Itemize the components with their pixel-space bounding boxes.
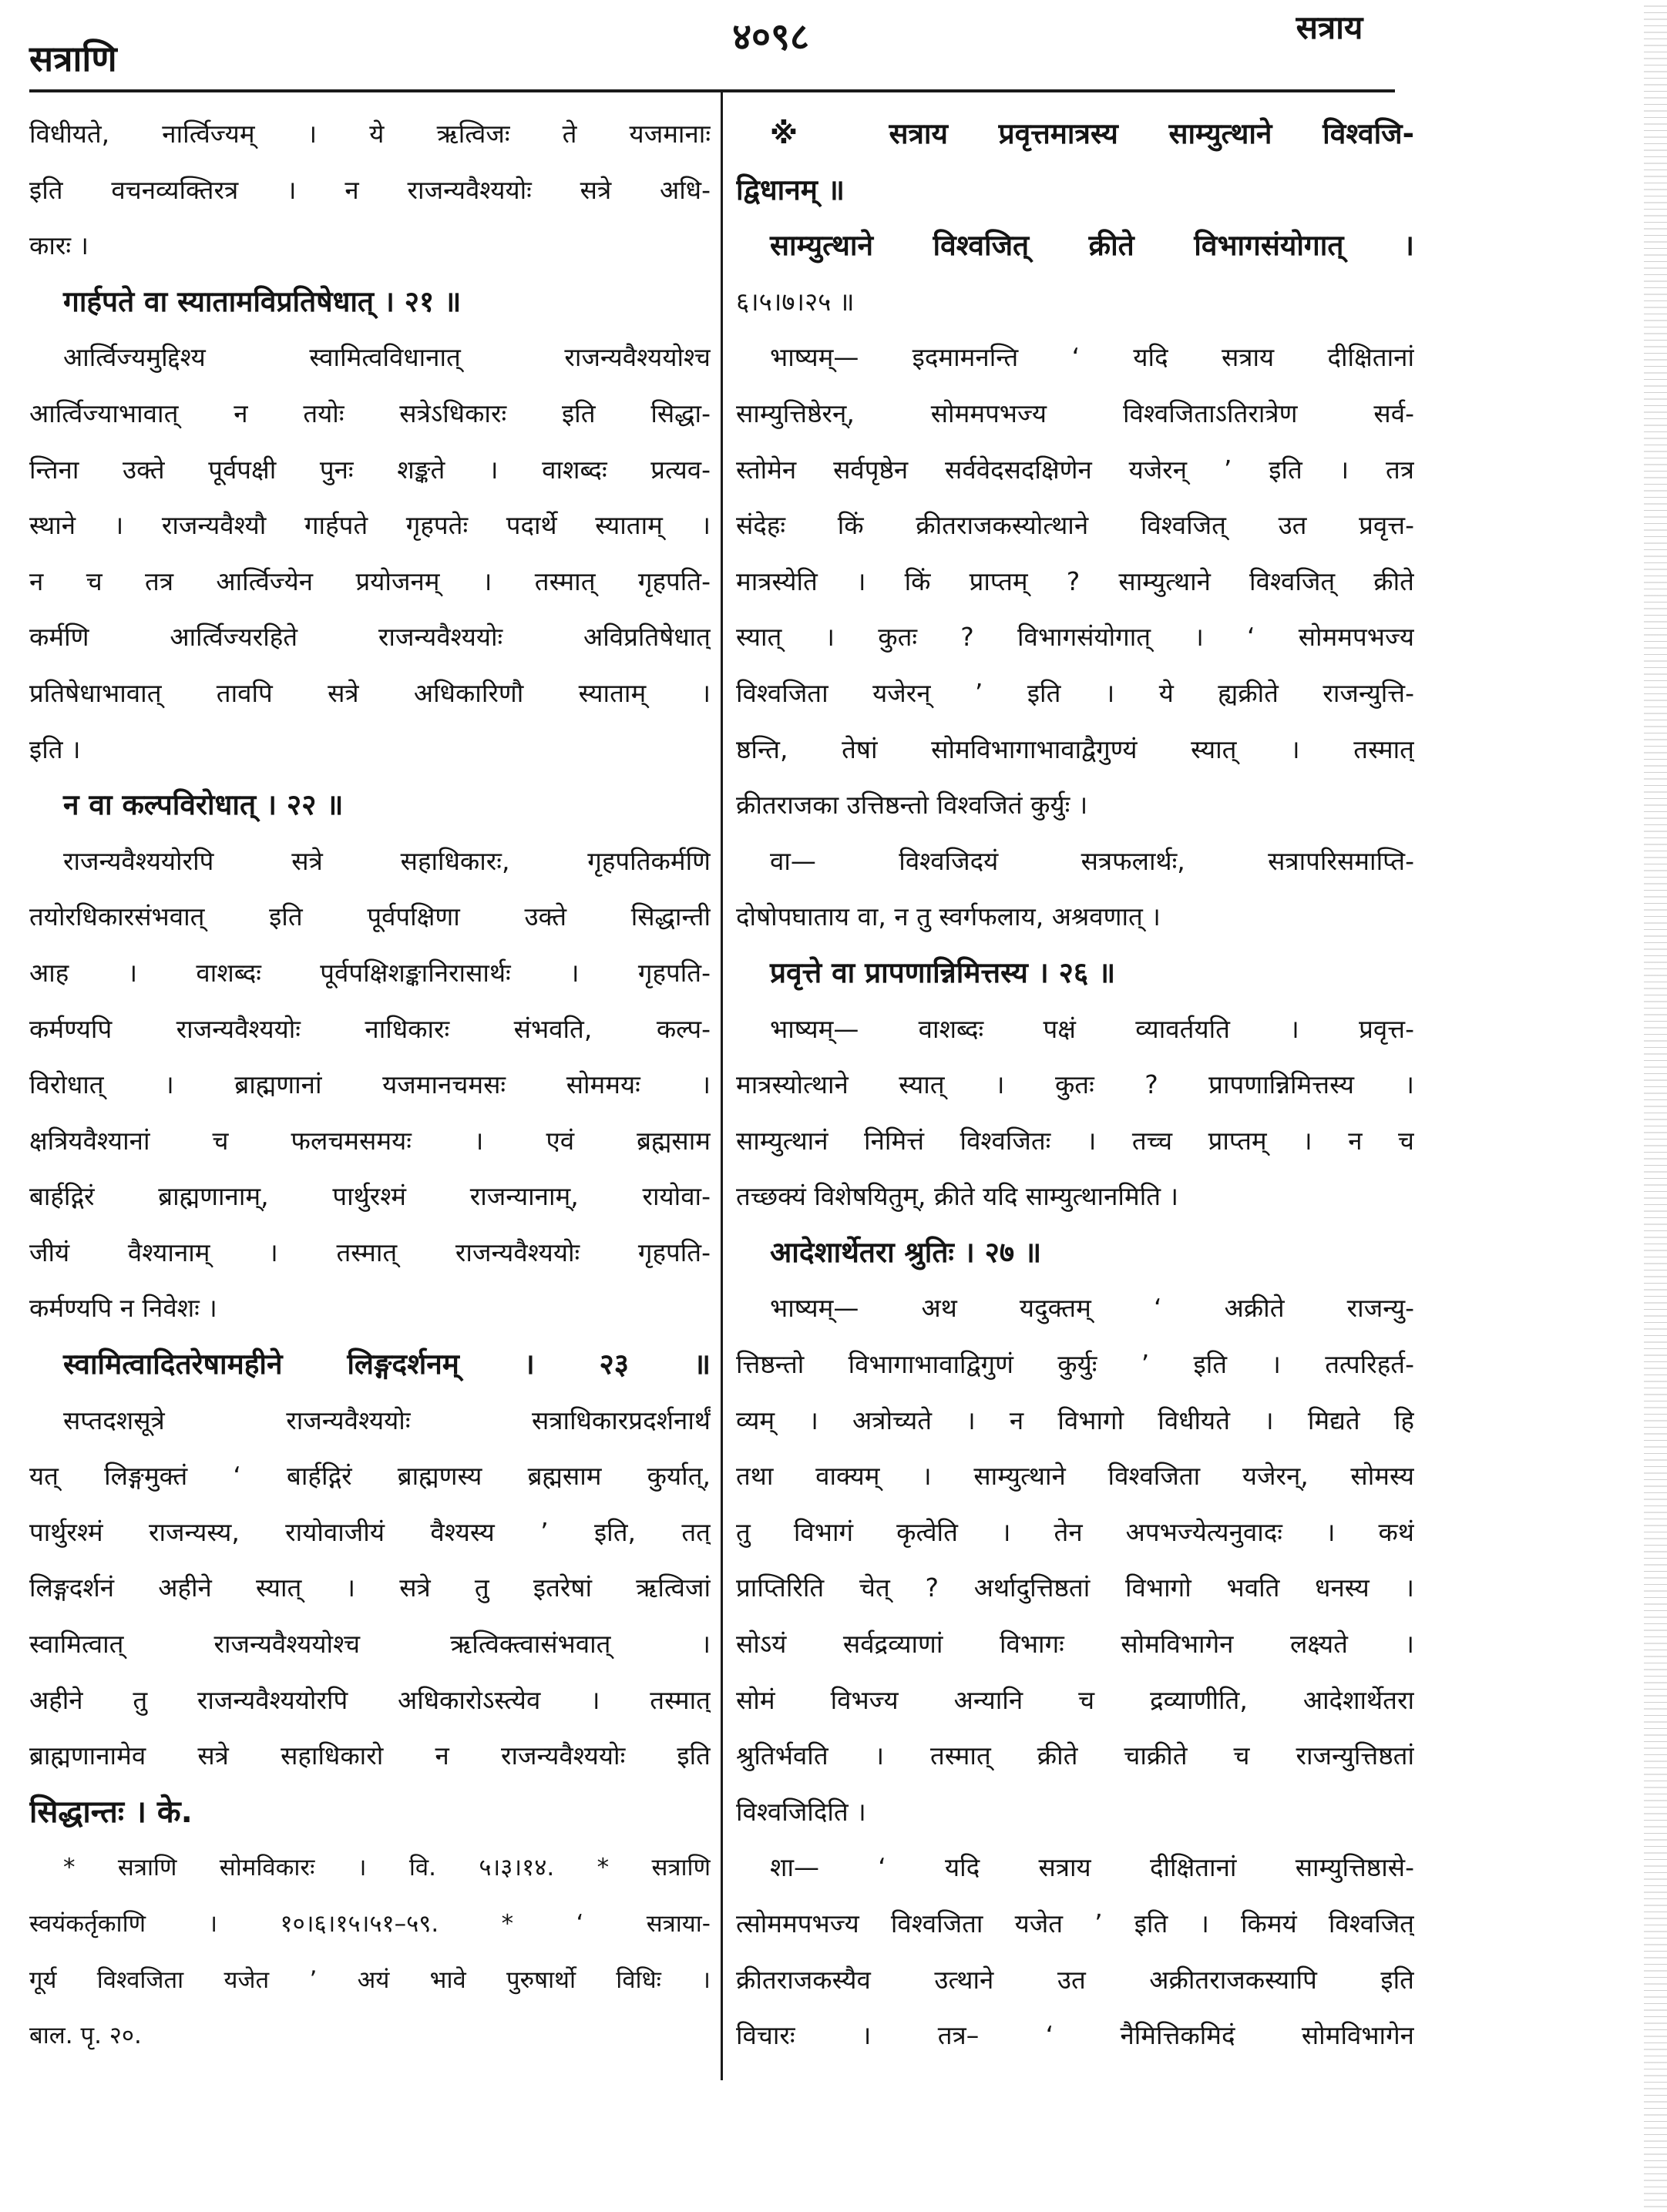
text-line: न च तत्र आर्त्विज्येन प्रयोजनम् । तस्मात् गृहपति- — [29, 566, 711, 596]
text-line: त्तिष्ठन्तो विभागाभावाद्विगुणं कुर्युः ’ इति । तत्परिहर्त- — [736, 1349, 1414, 1380]
text-line: कारः । — [29, 230, 89, 261]
text-line: आह । वाशब्दः पूर्वपक्षिशङ्कानिरासार्थः । गृहपति- — [29, 957, 711, 988]
right-column — [736, 106, 1414, 2064]
footnote-line: बाल. पृ. २०. — [29, 2022, 142, 2050]
page-number: ४०९८ — [732, 15, 809, 59]
text-line: विरोधात् । ब्राह्मणानां यजमानचमसः सोममयः । — [29, 1069, 711, 1100]
text-line: मात्रस्योत्थाने स्यात् । कुतः ? प्रापणान्निमित्तस्य । — [736, 1069, 1414, 1100]
footnote-line: गूर्य विश्वजिता यजेत ’ अयं भावे पुरुषार्थो विधिः । — [29, 1965, 711, 1994]
sutra-heading: गार्हपते वा स्यातामविप्रतिषेधात् । २१ ॥ — [63, 284, 462, 318]
text-line: क्षत्रियवैश्यानां च फलचमसमयः । एवं ब्रह्मसाम — [29, 1125, 711, 1156]
text-line: विधीयते, नार्त्विज्यम् । ये ऋत्विजः ते यजमानाः — [29, 119, 711, 149]
text-line: ब्राह्मणानामेव सत्रे सहाधिकारो न राजन्यवैश्ययोः इति — [29, 1740, 711, 1771]
sutra-reference: ६।५।७।२५ ॥ — [736, 286, 855, 317]
text-line: व्यम् । अत्रोच्यते । न विभागो विधीयते । मिद्यते हि — [736, 1405, 1414, 1435]
text-line: स्थाने । राजन्यवैश्यौ गार्हपते गृहपतेः पदार्थे स्याताम् । — [29, 510, 711, 541]
header-left-title: सत्राणि — [29, 38, 117, 79]
text-line: तच्छक्यं विशेषयितुम्, क्रीते यदि साम्युत्थानमिति । — [736, 1181, 1179, 1212]
header-rule — [29, 89, 1395, 92]
sutra-heading: न वा कल्पविरोधात् । २२ ॥ — [63, 788, 344, 822]
text-line: विचारः । तत्र– ‘ नैमित्तिकमिदं सोमविभागेन — [736, 2020, 1414, 2051]
text-line: कर्मण्यपि न निवेशः । — [29, 1293, 217, 1324]
sutra-heading: आदेशार्थेतरा श्रुतिः । २७ ॥ — [770, 1235, 1042, 1269]
text-line: प्राप्तिरिति चेत् ? अर्थादुत्तिष्ठतां विभागो भवति धनस्य । — [736, 1573, 1414, 1603]
text-line: बार्हद्गिरं ब्राह्मणानाम्, पार्थुरश्मं राजन्यानाम्, रायोवा- — [29, 1181, 711, 1212]
page-edge — [1644, 0, 1667, 2212]
footnote-line: स्वयंकर्तृकाणि । १०।६।१५।५१–५९. * ‘ सत्राया- — [29, 1910, 711, 1938]
text-line: तयोरधिकारसंभवात् इति पूर्वपक्षिणा उक्ते सिद्धान्ती — [29, 901, 711, 932]
text-line: साम्युत्तिष्ठेरन्, सोममपभज्य विश्वजिताऽतिरात्रेण सर्व- — [736, 398, 1414, 428]
text-line: प्रतिषेधाभावात् तावपि सत्रे अधिकारिणौ स्याताम् । — [29, 677, 711, 708]
text-line: भाष्यम्— अथ यदुक्तम् ‘ अक्रीते राजन्यु- — [770, 1293, 1414, 1324]
text-line: पार्थुरश्मं राजन्यस्य, रायोवाजीयं वैश्यस्य ’ इति, तत् — [29, 1516, 711, 1547]
text-line: यत् लिङ्गमुक्तं ‘ बार्हद्गिरं ब्राह्मणस्य ब्रह्मसाम कुर्यात्, — [29, 1461, 711, 1492]
text-line: ष्ठन्ति, तेषां सोमविभागाभावाद्वैगुण्यं स्यात् । तस्मात् — [736, 733, 1414, 764]
header-right-title: सत्राय — [1296, 8, 1363, 46]
sutra-heading: स्वामित्वादितरेषामहीने लिङ्गदर्शनम् । २३ ॥ — [63, 1348, 711, 1381]
text-line: मात्रस्येति । किं प्राप्तम् ? साम्युत्थाने विश्वजित् क्रीते — [736, 566, 1414, 596]
text-line: न्तिना उक्ते पूर्वपक्षी पुनः शङ्कते । वाशब्दः प्रत्यव- — [29, 454, 711, 485]
text-line: सप्तदशसूत्रे राजन्यवैश्ययोः सत्राधिकारप्रदर्शनार्थं — [63, 1405, 711, 1435]
text-line: स्वामित्वात् राजन्यवैश्ययोश्च ऋत्विक्त्वासंभवात् । — [29, 1629, 711, 1660]
text-line: सोमं विभज्य अन्यानि च द्रव्याणीति, आदेशार्थेतरा — [736, 1684, 1414, 1715]
text-line: कर्मण्यपि राजन्यवैश्ययोः नाधिकारः संभवति, कल्प- — [29, 1013, 711, 1044]
text-line: वा— विश्वजिदयं सत्रफलार्थः, सत्रापरिसमाप्ति- — [770, 845, 1414, 876]
text-line: आर्त्विज्याभावात् न तयोः सत्रेऽधिकारः इति सिद्धा- — [29, 398, 711, 428]
text-line: स्यात् । कुतः ? विभागसंयोगात् । ‘ सोममपभज्य — [736, 622, 1414, 653]
section-heading: ※ सत्राय प्रवृत्तमात्रस्य साम्युत्थाने विश्वजि- — [770, 117, 1414, 150]
sutra-heading: प्रवृत्ते वा प्रापणान्निमित्तस्य । २६ ॥ — [770, 955, 1116, 989]
text-line: आर्त्विज्यमुद्दिश्य स्वामित्वविधानात् राजन्यवैश्ययोश्च — [63, 342, 711, 373]
text-line: विश्वजिदिति । — [736, 1796, 866, 1827]
text-line: कर्मणि आर्त्विज्यरहिते राजन्यवैश्ययोः अविप्रतिषेधात् — [29, 622, 711, 653]
text-line: तु विभागं कृत्वेति । तेन अपभज्येत्यनुवादः । कथं — [736, 1516, 1414, 1547]
text-line: शा— ‘ यदि सत्राय दीक्षितानां साम्युत्तिष्ठासे- — [770, 1852, 1414, 1883]
text-line: लिङ्गदर्शनं अहीने स्यात् । सत्रे तु इतरेषां ऋत्विजां — [29, 1573, 711, 1603]
text-line: दोषोपघाताय वा, न तु स्वर्गफलाय, अश्रवणात् । — [736, 901, 1161, 932]
text-line: साम्युत्थानं निमित्तं विश्वजितः । तच्च प्राप्तम् । न च — [736, 1125, 1414, 1156]
text-line: स्तोमेन सर्वपृष्ठेन सर्ववेदसदक्षिणेन यजेरन् ’ इति । तत्र — [736, 454, 1414, 485]
text-line: क्रीतराजका उत्तिष्ठन्तो विश्वजितं कुर्युः । — [736, 790, 1088, 821]
footnote-line: * सत्राणि सोमविकारः । वि. ५।३।१४. * सत्राणि — [63, 1854, 711, 1882]
text-line: क्रीतराजकस्यैव उत्थाने उत अक्रीतराजकस्यापि इति — [736, 1964, 1414, 1995]
text-line: त्सोममपभज्य विश्वजिता यजेत ’ इति । किमयं विश्वजित् — [736, 1908, 1414, 1938]
text-line: विश्वजिता यजेरन् ’ इति । ये ह्यक्रीते राजन्युत्ति- — [736, 677, 1414, 708]
text-line: तथा वाक्यम् । साम्युत्थाने विश्वजिता यजेरन्, सोमस्य — [736, 1461, 1414, 1492]
left-column — [29, 106, 711, 2064]
text-line: इति वचनव्यक्तिरत्र । न राजन्यवैश्ययोः सत्रे अधि- — [29, 174, 711, 205]
text-line: श्रुतिर्भवति । तस्मात् क्रीते चाक्रीते च राजन्युत्तिष्ठतां — [736, 1740, 1414, 1771]
text-line: जीयं वैश्यानाम् । तस्मात् राजन्यवैश्ययोः गृहपति- — [29, 1237, 711, 1267]
page-header — [0, 0, 1667, 85]
text-line: संदेहः किं क्रीतराजकस्योत्थाने विश्वजित् उत प्रवृत्त- — [736, 510, 1414, 541]
text-line: इति । — [29, 733, 81, 764]
text-line: अहीने तु राजन्यवैश्ययोरपि अधिकारोऽस्त्येव । तस्मात् — [29, 1684, 711, 1715]
text-line: राजन्यवैश्ययोरपि सत्रे सहाधिकारः, गृहपतिकर्मणि — [63, 845, 711, 876]
column-divider — [721, 92, 723, 2080]
text-line: भाष्यम्— वाशब्दः पक्षं व्यावर्तयति । प्रवृत्त- — [770, 1013, 1414, 1044]
sutra-heading: साम्युत्थाने विश्वजित् क्रीते विभागसंयोगात् । — [770, 229, 1414, 263]
section-heading: द्विधानम् ॥ — [736, 173, 845, 206]
text-line: भाष्यम्— इदमामनन्ति ‘ यदि सत्राय दीक्षितानां — [770, 342, 1414, 373]
text-line: सोऽयं सर्वद्रव्याणां विभागः सोमविभागेन लक्ष्यते । — [736, 1629, 1414, 1660]
text-line: सिद्धान्तः । के. — [29, 1794, 193, 1830]
